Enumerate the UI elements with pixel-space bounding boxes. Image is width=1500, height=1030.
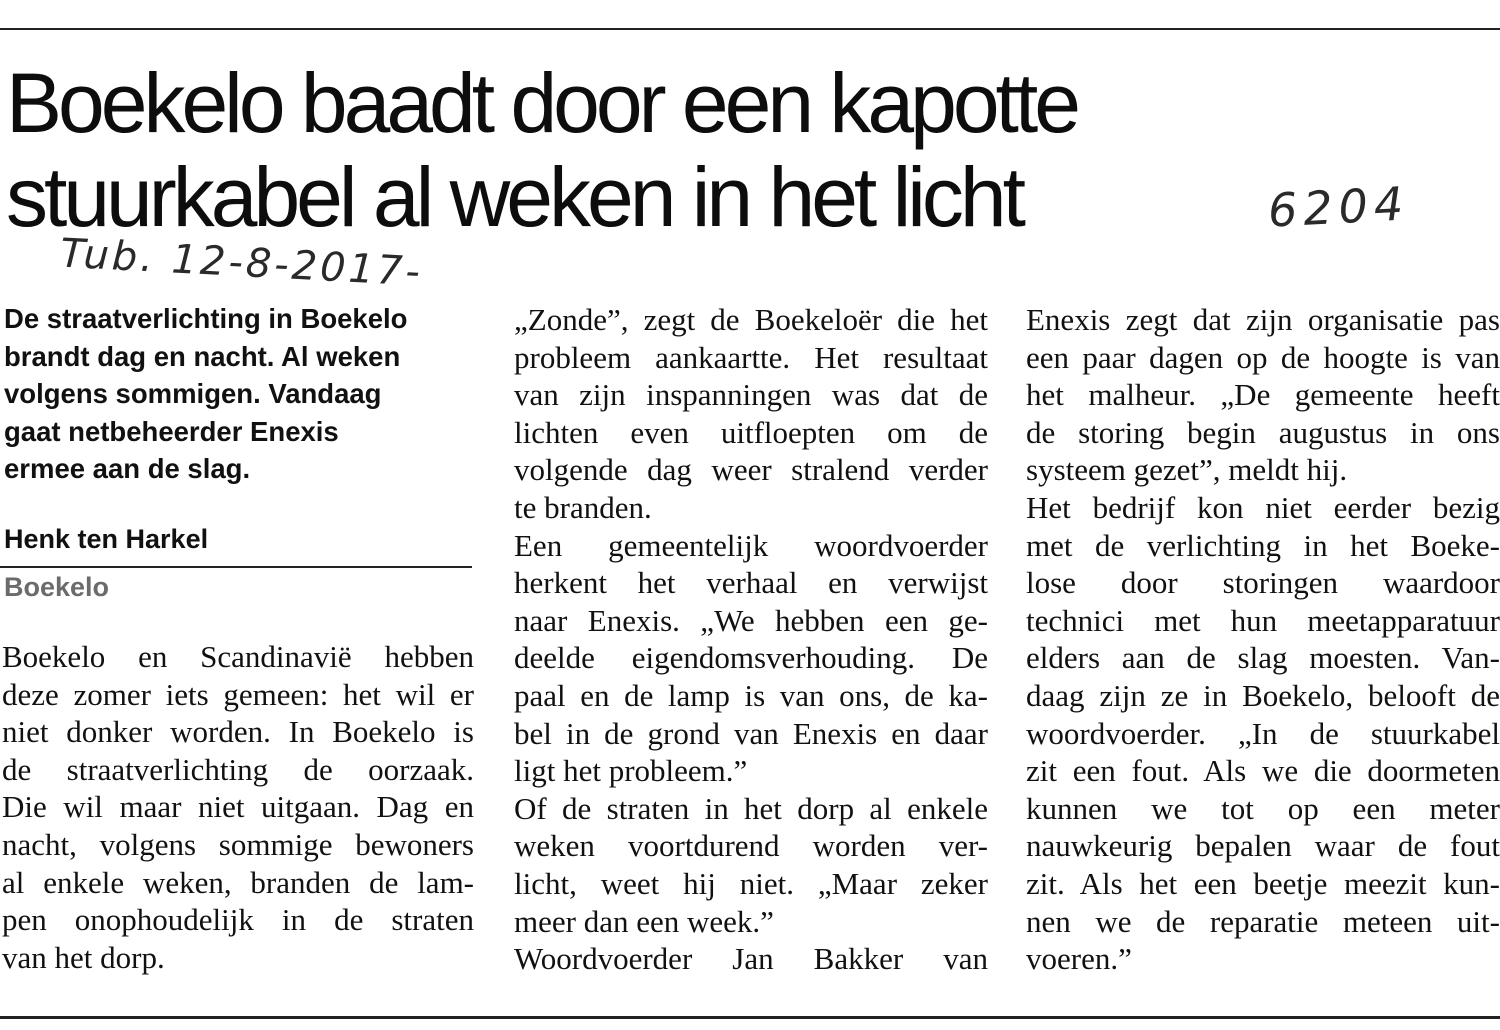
body-line: de straatverlichting de oorzaak.: [2, 751, 474, 787]
body-line: daag zijn ze in Boekelo, belooft de: [1026, 677, 1500, 713]
body-line: te branden.: [514, 489, 652, 525]
body-line: licht, weet hij niet. „Maar zeker: [514, 865, 988, 901]
body-line: ligt het probleem.”: [514, 753, 748, 789]
body-line: nen we de reparatie meteen uit-: [1026, 903, 1500, 939]
lead-line: De straatverlichting in Boekelo: [4, 303, 408, 334]
body-line: Het bedrijf kon niet eerder bezig: [1026, 489, 1500, 525]
author-byline: Henk ten Harkel: [4, 524, 209, 554]
dateline: Boekelo: [4, 572, 110, 602]
body-line: elders aan de slag moesten. Van-: [1026, 640, 1500, 676]
body-line: systeem gezet”, meldt hij.: [1026, 452, 1348, 488]
body-line: lose door storingen waardoor: [1026, 565, 1500, 601]
handwritten-code: 6204: [1266, 176, 1411, 238]
body-line: pen onophoudelijk in de straten: [2, 902, 474, 938]
lead-line: volgens sommigen. Vandaag: [4, 378, 382, 410]
body-line: een paar dagen op de hoogte is van: [1026, 339, 1500, 375]
body-line: „Zonde”, zegt de Boekeloër die het: [514, 302, 988, 337]
body-line: nacht, volgens sommige bewoners: [2, 826, 474, 862]
body-line: weken voortdurend worden ver-: [514, 828, 988, 864]
body-line: nauwkeurig bepalen waar de fout: [1026, 828, 1500, 864]
top-rule: [0, 28, 1500, 30]
lead-line: brandt dag en nacht. Al weken: [4, 340, 401, 372]
body-line: al enkele weken, branden de lam-: [2, 864, 474, 900]
body-line: technici met hun meetapparatuur: [1026, 602, 1500, 638]
body-line: niet donker worden. In Boekelo is: [2, 714, 474, 750]
body-line: woordvoerder. „In de stuurkabel: [1026, 715, 1500, 751]
body-column-3: [1026, 301, 1500, 978]
headline-line-2: stuurkabel al weken in het licht: [6, 150, 1022, 244]
body-line: naar Enexis. „We hebben een ge-: [514, 602, 988, 638]
lead-line: ermee aan de slag.: [4, 453, 251, 485]
byline-rule: [0, 566, 472, 568]
body-line: herkent het verhaal en verwijst: [514, 565, 988, 601]
body-line: deze zomer iets gemeen: het wil er: [2, 676, 474, 712]
body-column-2: [514, 301, 988, 978]
body-line: met de verlichting in het Boeke-: [1026, 527, 1500, 563]
body-line: Of de straten in het dorp al enkele: [514, 790, 988, 826]
body-line: Die wil maar niet uitgaan. Dag en: [2, 789, 474, 825]
body-line: deelde eigendomsverhouding. De: [514, 640, 988, 676]
body-line: de storing begin augustus in ons: [1026, 414, 1500, 450]
bottom-rule: [0, 1016, 1500, 1019]
body-line: van het dorp.: [2, 939, 165, 975]
body-line: voeren.”: [1026, 941, 1132, 977]
body-line: van zijn inspanningen was dat de: [514, 377, 988, 413]
body-column-1: [2, 638, 474, 976]
body-line: Enexis zegt dat zijn organisatie pas: [1026, 302, 1500, 337]
headline-line-1: Boekelo baadt door een kapotte: [6, 56, 1077, 150]
body-line: meer dan een week.”: [514, 903, 774, 939]
body-line: probleem aankaartte. Het resultaat: [514, 339, 988, 375]
body-line: Woordvoerder Jan Bakker van: [514, 941, 988, 977]
body-line: Boekelo en Scandinavië hebben: [2, 639, 474, 674]
article-headline: [6, 56, 1286, 244]
body-line: het malheur. „De gemeente heeft: [1026, 377, 1500, 413]
body-line: volgende dag weer stralend verder: [514, 452, 988, 488]
article-lead: [4, 300, 474, 488]
body-line: paal en de lamp is van ons, de ka-: [514, 677, 988, 713]
body-line: kunnen we tot op een meter: [1026, 790, 1500, 826]
body-line: zit een fout. Als we die doormeten: [1026, 753, 1500, 789]
body-line: Een gemeentelijk woordvoerder: [514, 527, 988, 563]
handwritten-date: Tub. 12-8-2017-: [59, 230, 424, 296]
body-line: zit. Als het een beetje meezit kun-: [1026, 865, 1500, 901]
body-line: bel in de grond van Enexis en daar: [514, 715, 988, 751]
lead-line: gaat netbeheerder Enexis: [4, 415, 339, 447]
body-line: lichten even uitfloepten om de: [514, 414, 988, 450]
